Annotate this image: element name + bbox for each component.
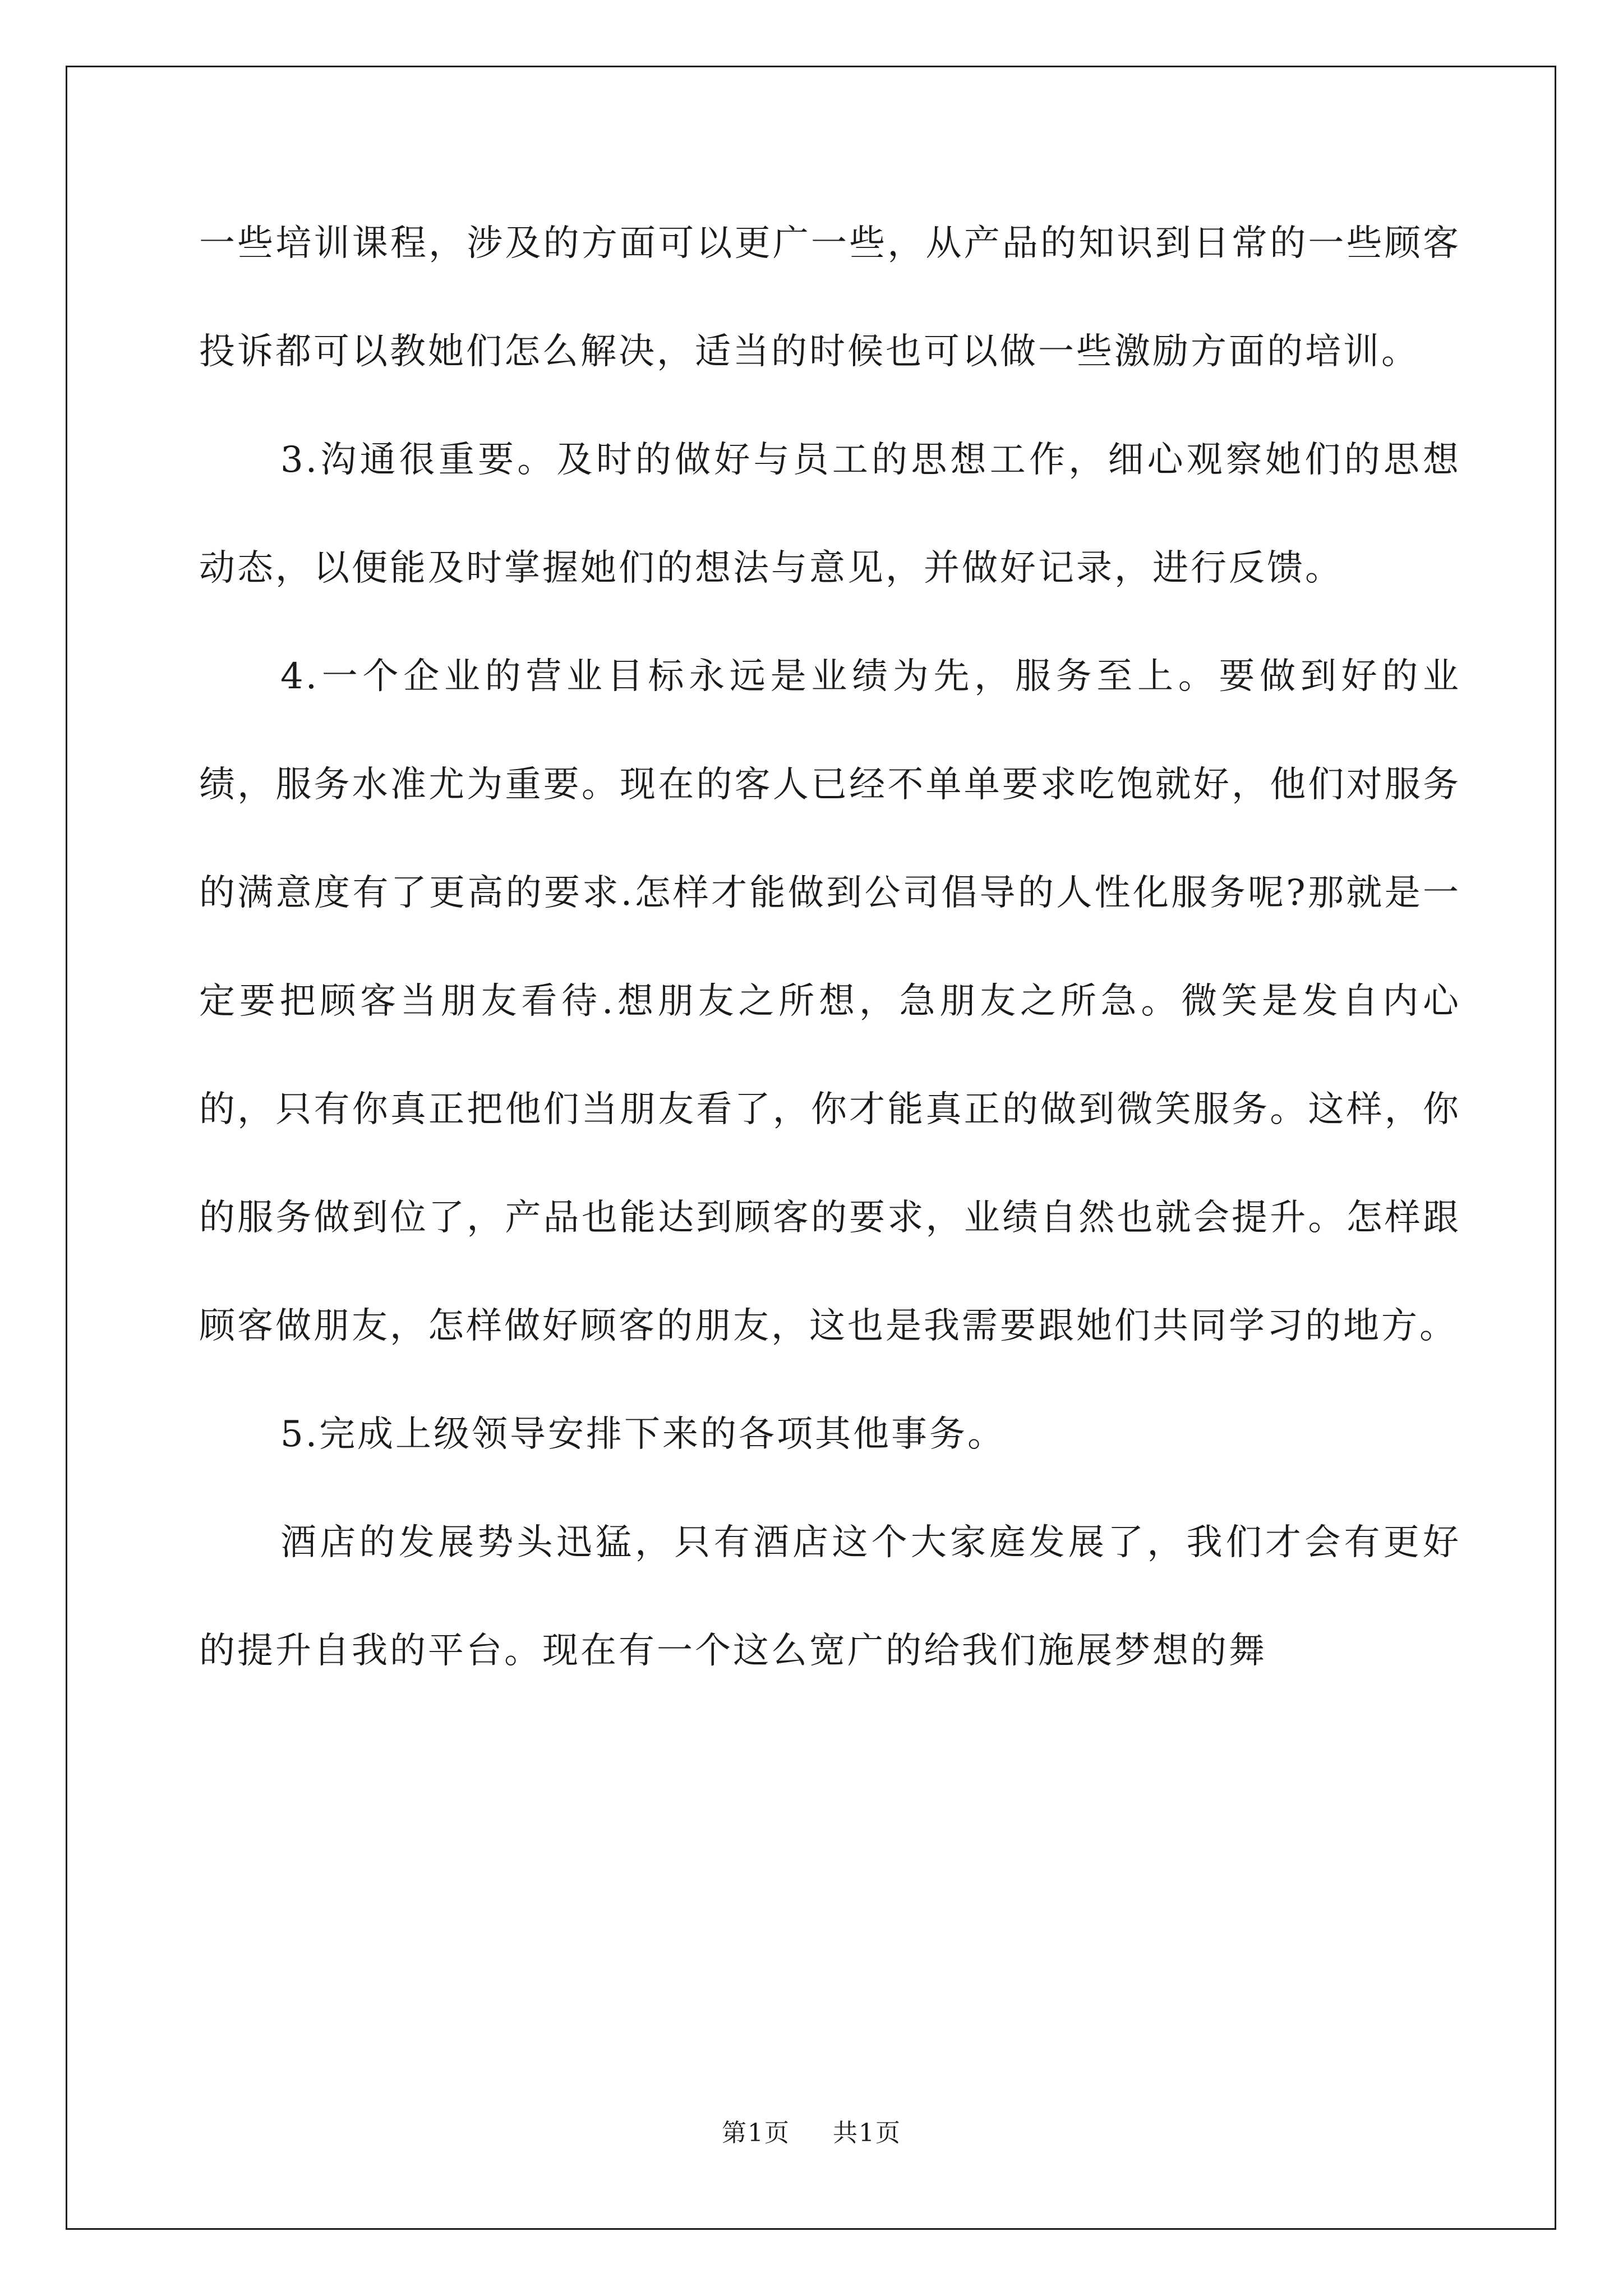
paragraph-training-courses: 一些培训课程，涉及的方面可以更广一些，从产品的知识到日常的一些顾客投诉都可以教她们怎么解决，适当的时候也可以做一些激励方面的培训。 [199,223,1461,372]
page-footer [0,2113,1623,2148]
paragraph-item-3-communication: 3.沟通很重要。及时的做好与员工的思想工作，细心观察她们的思想动态，以便能及时掌握她们的想法与意见，并做好记录，进行反馈。 [199,439,1461,589]
page-number-current: 第1页 [722,2119,790,2147]
paragraph-hotel-development: 酒店的发展势头迅猛，只有酒店这个大家庭发展了，我们才会有更好的提升自我的平台。现在有一个这么宽广的给我们施展梦想的舞 [199,1522,1461,1672]
paragraph-item-5-tasks: 5.完成上级领导安排下来的各项其他事务。 [280,1414,1006,1455]
document-body [199,190,1461,1705]
page-number-total: 共1页 [833,2119,901,2147]
paragraph-item-4-service: 4.一个企业的营业目标永远是业绩为先，服务至上。要做到好的业绩，服务水准尤为重要。现在的客人已经不单单要求吃饱就好，他们对服务的满意度有了更高的要求.怎样才能做到公司倡导的人性化服务呢?那就是一定要把顾客当朋友看待.想朋友之所想，急朋友之所急。微笑是发自内心的，只有你真正把他们当朋友看了，你才能真正的做到微笑服务。这样，你的服务做到位了，产品也能达到顾客的要求，业绩自然也就会提升。怎样跟顾客做朋友，怎样做好顾客的朋友，这也是我需要跟她们共同学习的地方。 [199,656,1461,1347]
